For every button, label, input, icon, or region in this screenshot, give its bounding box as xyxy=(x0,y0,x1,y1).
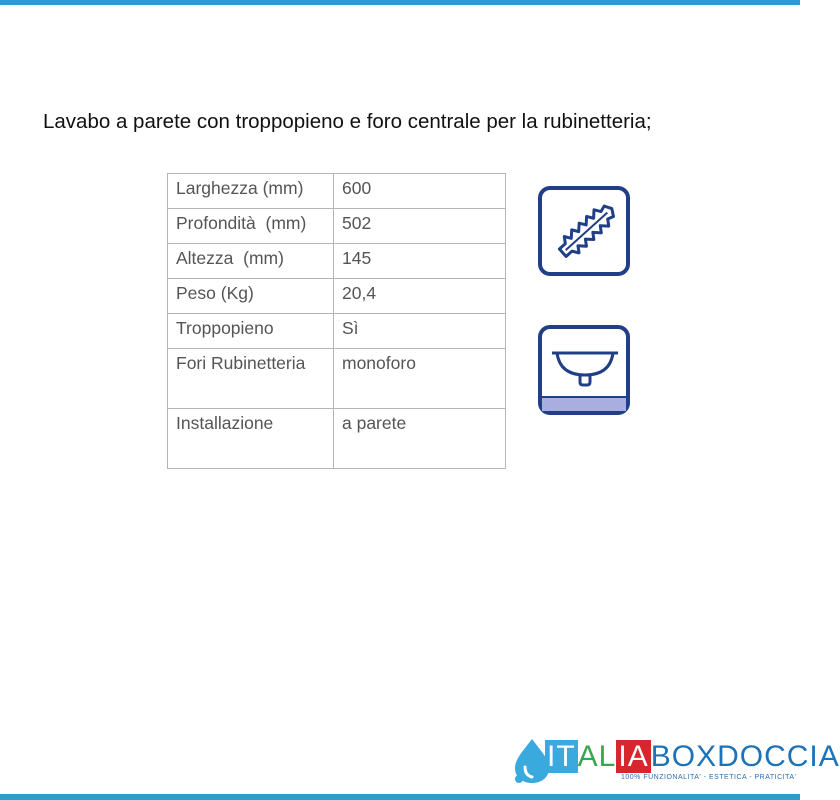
logo-tagline: 100% FUNZIONALITA' - ESTETICA - PRATICITA' xyxy=(621,774,797,781)
spec-value: 600 xyxy=(334,174,506,209)
spec-value: monoforo xyxy=(334,349,506,409)
spec-value: 145 xyxy=(334,244,506,279)
spec-value: 502 xyxy=(334,209,506,244)
spec-table xyxy=(167,173,506,469)
spec-value: Sì xyxy=(334,314,506,349)
product-description: Lavabo a parete con troppopieno e foro centrale per la rubinetteria; xyxy=(43,110,652,133)
table-row xyxy=(168,314,506,349)
table-row xyxy=(168,174,506,209)
spec-label: Installazione xyxy=(168,409,334,469)
table-row xyxy=(168,409,506,469)
table-row xyxy=(168,209,506,244)
bottom-accent-bar xyxy=(0,794,800,800)
spec-label: Fori Rubinetteria xyxy=(168,349,334,409)
spec-label: Larghezza (mm) xyxy=(168,174,334,209)
top-accent-bar xyxy=(0,0,800,5)
spec-value: a parete xyxy=(334,409,506,469)
spec-label: Troppopieno xyxy=(168,314,334,349)
table-row xyxy=(168,244,506,279)
table-row xyxy=(168,279,506,314)
italiaboxdoccia-logo xyxy=(505,733,840,789)
spec-label: Peso (Kg) xyxy=(168,279,334,314)
wall-basin-icon xyxy=(538,325,630,415)
wall-anchor-icon xyxy=(538,186,630,276)
spec-label: Profondità (mm) xyxy=(168,209,334,244)
spec-label: Altezza (mm) xyxy=(168,244,334,279)
table-row xyxy=(168,349,506,409)
spec-value: 20,4 xyxy=(334,279,506,314)
logo-wordmark: ITALIABOXDOCCIA xyxy=(547,740,840,773)
